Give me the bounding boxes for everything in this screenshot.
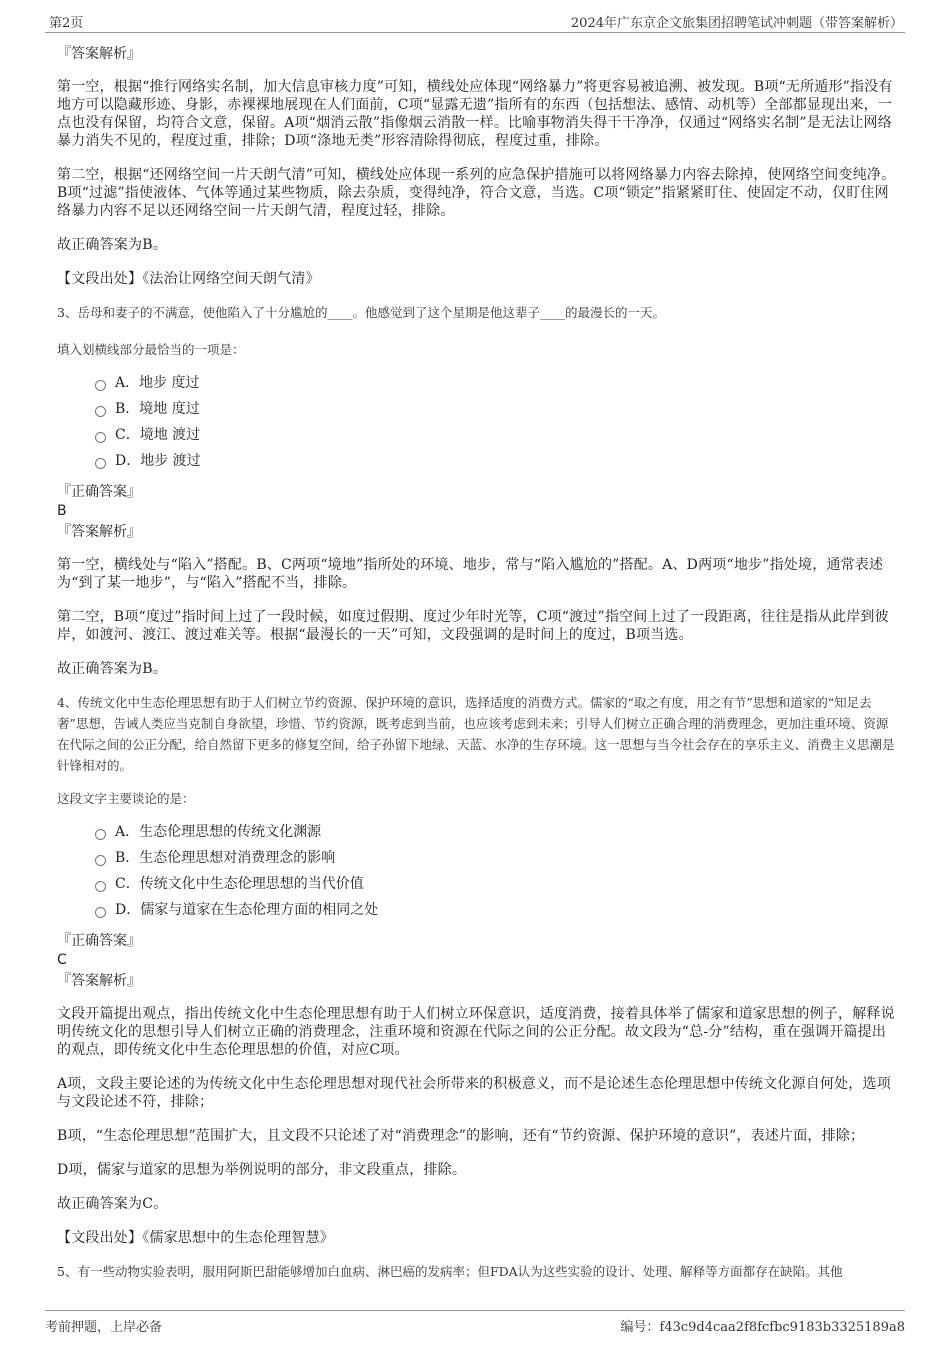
question-prompt: 填入划横线部分最恰当的一项是： [57, 342, 245, 357]
source-citation: 【文段出处】《法治让网络空间天朗气清》 [57, 271, 320, 287]
answer-analysis-label: 『答案解析』 [57, 973, 141, 989]
question-5: 5、有一些动物实验表明，服用阿斯巴甜能够增加白血病、淋巴癌的发病率；但FDA认为这些实验的设计、处理、解释等方面都存在缺陷。其他 [57, 1264, 843, 1279]
question-4: 4、传统文化中生态伦理思想有助于人们树立节约资源、保护环境的意识，选择适度的消费方式。儒家的“取之有度，用之有节”思想和道家的“知足去奢”思想，告诫人类应当克制自身欲望，珍惜、节约资源，既考虑到当前，也应该考虑到未来；引导人们树立正确合理的消费理念，更加注重环境、资源在代际之间的公正分配，给自然留下更多的修复空间，给子孙留下地绿、天蓝、水净的生存环境。这一思想与当今社会存在的享乐主义、消费主义思潮是针锋相对的。 [57, 695, 895, 773]
correct-answer: C [57, 952, 67, 968]
correct-answer-label: 『正确答案』 [57, 933, 141, 949]
source-citation: 【文段出处】《儒家思想中的生态伦理智慧》 [57, 1230, 334, 1246]
options-list [95, 370, 897, 474]
question-3: 3、岳母和妻子的不满意，使他陷入了十分尴尬的____。他感觉到了这个星期是他这辈子____的最漫长的一天。 [57, 305, 665, 320]
document-title: 2024年广东京企文旅集团招聘笔试冲刺题（带答案解析） [570, 16, 903, 31]
conclusion: 故正确答案为B。 [57, 661, 167, 677]
option-b[interactable]: B．生态伦理思想对消费理念的影响 [95, 845, 897, 871]
correct-answer: B [57, 503, 67, 519]
option-a[interactable]: A．生态伦理思想的传统文化渊源 [95, 819, 897, 845]
page-footer [45, 1310, 905, 1335]
conclusion: 故正确答案为B。 [57, 237, 167, 253]
footer-slogan: 考前押题，上岸必备 [45, 1320, 163, 1335]
radio-icon[interactable] [95, 881, 106, 892]
radio-icon[interactable] [95, 907, 106, 918]
analysis-paragraph: 文段开篇提出观点，指出传统文化中生态伦理思想有助于人们树立环保意识，适度消费，接着具体举了儒家和道家思想的例子，解释说明传统文化的思想引导人们树立正确的消费理念，注重环境和资源在代际之间的公正分配。故文段为“总-分”结构，重在强调开篇提出的观点，即传统文化中生态伦理思想的价值，对应C项。 [57, 1006, 895, 1058]
radio-icon[interactable] [95, 380, 106, 391]
conclusion: 故正确答案为C。 [57, 1196, 168, 1212]
option-c[interactable]: C．传统文化中生态伦理思想的当代价值 [95, 871, 897, 897]
radio-icon[interactable] [95, 829, 106, 840]
option-c[interactable]: C．境地 渡过 [95, 422, 897, 448]
option-d[interactable]: D．儒家与道家在生态伦理方面的相同之处 [95, 897, 897, 923]
analysis-paragraph: 第一空，根据“推行网络实名制，加大信息审核力度”可知，横线处应体现“网络暴力”将更容易被追溯、被发现。B项“无所遁形”指没有地方可以隐藏形迹、身影，赤裸裸地展现在人们面前，C项“显露无遗”指所有的东西（包括想法、感情、动机等）全部都显现出来，一点也没有保留，均符合文意，保留。A项“烟消云散”指像烟云消散一样。比喻事物消失得干干净净，仅通过“网络实名制”是无法让网络暴力消失不见的，程度过重，排除；D项“涤地无类”形容清除得彻底，程度过重，排除。 [57, 79, 893, 149]
analysis-paragraph: 第二空，B项“度过”指时间上过了一段时候，如度过假期、度过少年时光等，C项“渡过”指空间上过了一段距离，往往是指从此岸到彼岸，如渡河、渡江、渡过难关等。根据“最漫长的一天”可知，文段强调的是时间上的度过，B项当选。 [57, 609, 889, 643]
option-d[interactable]: D．地步 渡过 [95, 448, 897, 474]
radio-icon[interactable] [95, 855, 106, 866]
analysis-paragraph: D项，儒家与道家的思想为举例说明的部分，非文段重点，排除。 [57, 1162, 467, 1178]
analysis-paragraph: B项，“生态伦理思想”范围扩大，且文段不只论述了对“消费理念”的影响，还有“节约资源、保护环境的意识”，表述片面，排除； [57, 1128, 865, 1144]
radio-icon[interactable] [95, 458, 106, 469]
options-list [95, 819, 897, 923]
answer-analysis-label: 『答案解析』 [57, 46, 141, 62]
analysis-paragraph: A项，文段主要论述的为传统文化中生态伦理思想对现代社会所带来的积极意义，而不是论述生态伦理思想中传统文化源自何处，选项与文段论述不符，排除； [57, 1076, 891, 1110]
analysis-paragraph: 第一空，横线处与“陷入”搭配。B、C两项“境地”指所处的环境、地步，常与“陷入尴尬的”搭配。A、D两项“地步”指处境，通常表述为“到了某一地步”，与“陷入”搭配不当，排除。 [57, 557, 884, 591]
correct-answer-label: 『正确答案』 [57, 484, 141, 500]
analysis-paragraph: 第二空，根据“还网络空间一片天朗气清”可知，横线处应体现一系列的应急保护措施可以将网络暴力内容去除掉，使网络空间变纯净。B项“过滤”指使液体、气体等通过某些物质，除去杂质，变得纯净，符合文意，当选。C项“锁定”指紧紧盯住、使固定不动，仅盯住网络暴力内容不足以还网络空间一片天朗气清，程度过轻，排除。 [57, 167, 896, 219]
document-id: 编号：f43c9d4caa2f8fcfbc9183b3325189a8 [620, 1320, 905, 1335]
main-content [57, 44, 897, 1282]
radio-icon[interactable] [95, 432, 106, 443]
page-number: 第2页 [49, 16, 84, 31]
option-a[interactable]: A．地步 度过 [95, 370, 897, 396]
question-prompt: 这段文字主要谈论的是： [57, 791, 195, 806]
option-b[interactable]: B．境地 度过 [95, 396, 897, 422]
answer-analysis-label: 『答案解析』 [57, 524, 141, 540]
radio-icon[interactable] [95, 406, 106, 417]
page-header [45, 10, 905, 33]
